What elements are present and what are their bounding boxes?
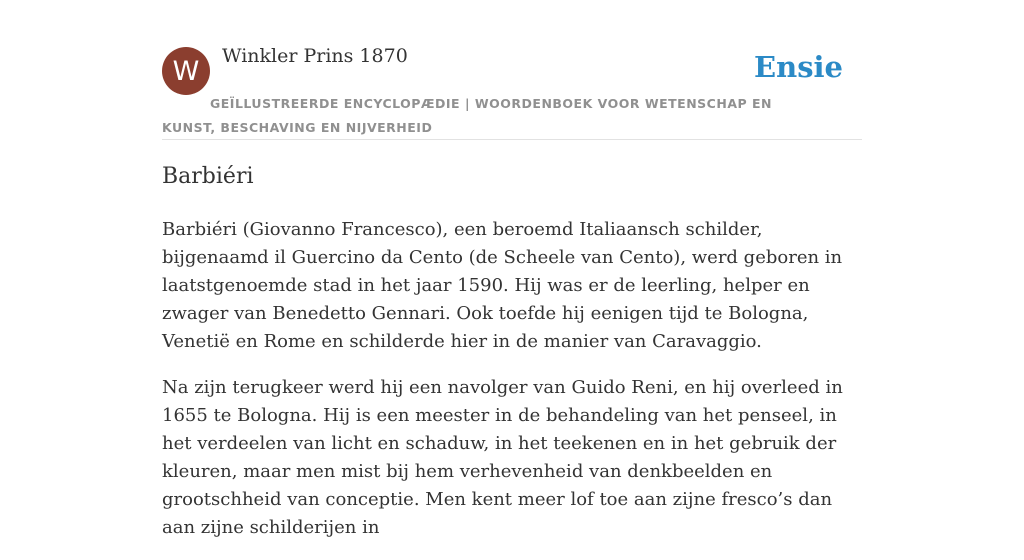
page [162,0,862,538]
article-paragraph: Barbiéri (Giovanno Francesco), een beroemd Italiaansch schilder, bijgenaamd il Guercino da Cento (de Scheele van Cento), werd geboren in laatstgenoemde stad in het jaar 1590. Hij was er de leerling, helper en zwager van Benedetto Gennari. Ook toefde hij eenigen tijd te Bologna, Venetië en Rome en schilderde hier in de manier van Caravaggio. [162,219,843,352]
article-title: Barbiéri [162,164,254,189]
source-title[interactable]: Winkler Prins 1870 [222,45,408,67]
header-divider [162,139,862,140]
source-avatar[interactable]: W [162,47,210,95]
article-body [162,216,862,560]
ensie-logo-link[interactable]: Ensie [754,50,843,84]
source-subtitle: GEÏLLUSTREERDE ENCYCLOPÆDIE | WOORDENBOEK VOOR WETENSCHAP EN KUNST, BESCHAVING EN NIJVERHEID [162,96,773,135]
article-paragraph: Na zijn terugkeer werd hij een navolger van Guido Reni, en hij overleed in 1655 te Bologna. Hij is een meester in de behandeling van het penseel, in het verdeelen van licht en schaduw, in het teekenen en in het gebruik der kleuren, maar men mist bij hem verhevenheid van denkbeelden en grootschheid van conceptie. Men kent meer lof toe aan zijne fresco’s dan aan zijne schilderijen in [162,377,843,538]
